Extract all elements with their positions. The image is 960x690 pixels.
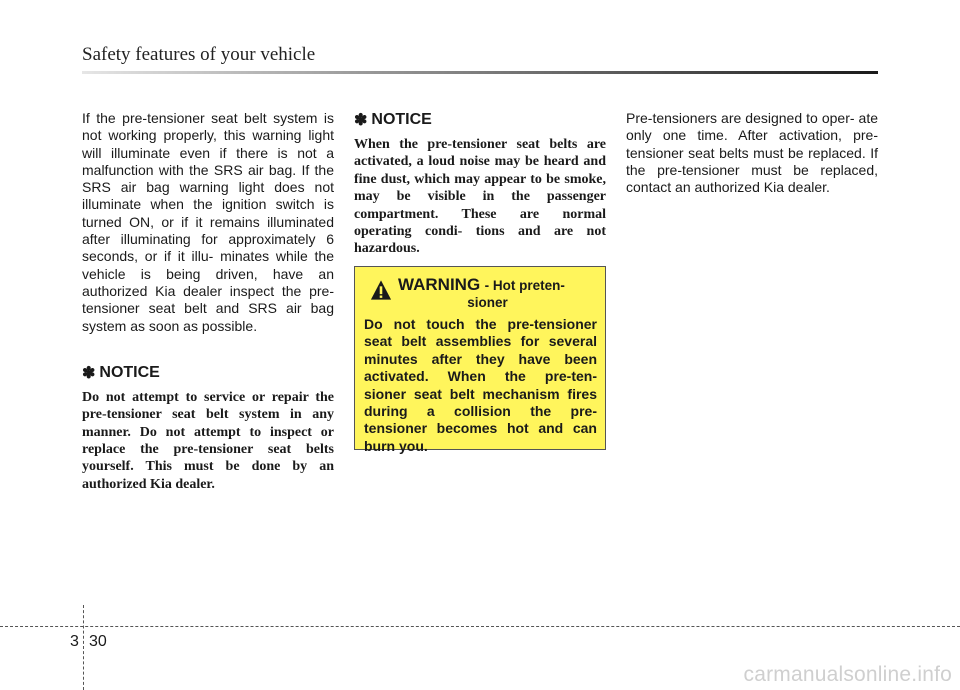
warning-subtitle-2: sioner — [467, 295, 508, 310]
header-rule — [82, 71, 878, 74]
paragraph-pretensioner-replacement: Pre-tensioners are designed to oper- ate only one time. After activation, pre-tensioner seat belts must be replaced. If the pre-tensioner must be replaced, contact an authorized Kia dealer. — [626, 110, 878, 196]
footer-dashed-rule — [0, 626, 960, 627]
warning-triangle-icon — [370, 279, 392, 301]
column-1 — [82, 110, 334, 493]
notice-block-1 — [82, 363, 334, 493]
warning-subtitle-1: - Hot preten- — [484, 278, 565, 293]
page-header-title: Safety features of your vehicle — [82, 44, 316, 65]
warning-title — [398, 275, 597, 310]
notice-block-2 — [354, 110, 606, 258]
column-3 — [626, 110, 878, 196]
paragraph-warning-light: If the pre-tensioner seat belt system is not working properly, this warning light will illuminate even if there is not a malfunction with the SRS air bag. If the SRS air bag warning light does not illuminate when the ignition switch is turned ON, or if it remains illuminated after illuminating for approximately 6 seconds, or if it illu- minates while the vehicle is being driven, have an authorized Kia dealer inspect the pre-tensioner seat belt and SRS air bag system as soon as possible. — [82, 110, 334, 334]
notice-heading-label: NOTICE — [371, 111, 432, 128]
warning-header — [364, 275, 597, 310]
warning-word: WARNING — [398, 275, 481, 294]
notice-star-icon: ✽ — [354, 112, 368, 129]
footer-dashed-vertical-rule — [83, 605, 84, 690]
notice-heading — [82, 363, 334, 383]
notice-heading — [354, 110, 606, 130]
watermark: carmanualsonline.info — [743, 663, 952, 686]
page-number: 30 — [89, 633, 107, 650]
notice-star-icon: ✽ — [82, 364, 96, 382]
column-2 — [354, 110, 606, 258]
warning-text: Do not touch the pre-tensioner seat belt assemblies for several minutes after they have been activated. When the pre-ten- sioner seat belt mechanism fires during a collision the pre- tensioner becomes hot and can burn you. — [364, 316, 597, 454]
notice-text: Do not attempt to service or repair the pre-tensioner seat belt system in any manner. Do not attempt to inspect or replace the pre-tensioner seat belts yourself. This must be done by an authorized Kia dealer. — [82, 389, 334, 492]
notice-text: When the pre-tensioner seat belts are activated, a loud noise may be heard and fine dust, which may appear to be smoke, may be visible in the passenger compartment. These are normal operating condi- tions and are not hazardous. — [354, 137, 606, 257]
warning-box — [354, 266, 606, 454]
notice-heading-label: NOTICE — [99, 363, 160, 381]
chapter-number: 3 — [70, 633, 79, 650]
